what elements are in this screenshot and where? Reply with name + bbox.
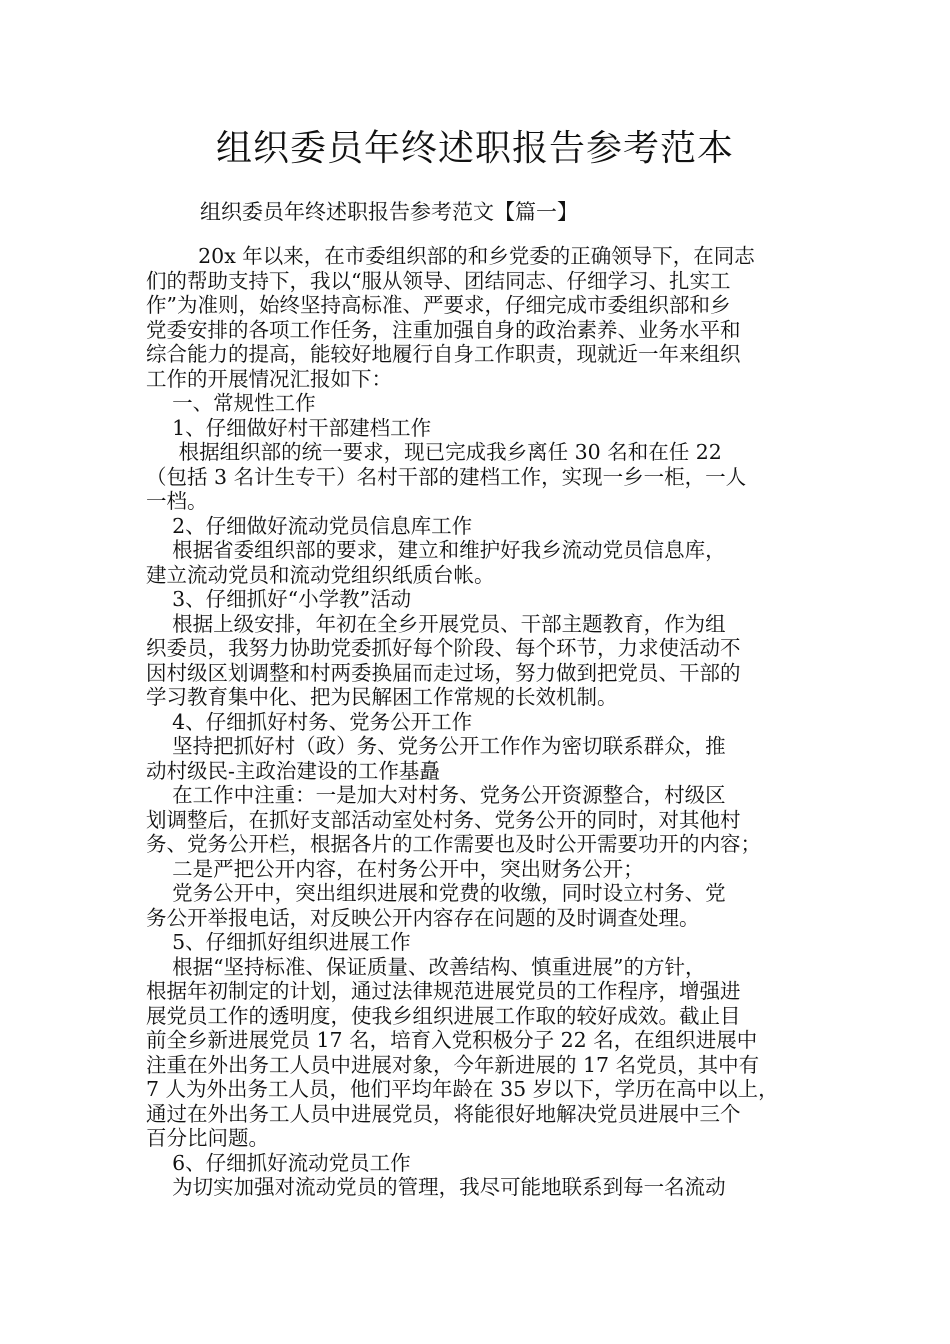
body-line: 通过在外出务工人员中进展党员，将能很好地解决党员进展中三个	[146, 1101, 741, 1126]
body-line: 根据年初制定的计划，通过法律规范进展党员的工作程序，增强进	[146, 979, 741, 1003]
body-line: 动村级民-主政治建设的工作基矗	[146, 758, 440, 783]
document-title: 组织委员年终述职报告参考范本	[215, 128, 734, 169]
body-line: 们的帮助支持下，我以“服从领导、团结同志、仔细学习、扎实工	[146, 268, 731, 293]
body-line: （包括 3 名计生专干）名村干部的建档工作，实现一乡一柜，一人	[146, 464, 747, 489]
body-line: 7 人为外出务工人员，他们平均年龄在 35 岁以下，学历在高中以上，	[146, 1077, 779, 1101]
body-line: 一档。	[146, 489, 208, 513]
body-line: 综合能力的提高，能较好地履行自身工作职责，现就近一年来组织	[146, 342, 741, 366]
body-line: 1、仔细做好村干部建档工作	[146, 415, 432, 440]
body-line: 注重在外出务工人员中进展对象，今年新进展的 17 名党员，其中有	[146, 1052, 760, 1077]
body-line: 党务公开中，突出组织进展和党费的收缴，同时设立村务、党	[146, 881, 726, 905]
body-line: 3、仔细抓好“小学教”活动	[146, 587, 412, 611]
body-line: 根据“坚持标准、保证质量、改善结构、慎重进展”的方针，	[146, 954, 706, 979]
body-line: 因村级区划调整和村两委换届而走过场，努力做到把党员、干部的	[146, 660, 741, 685]
body-line: 划调整后，在抓好支部活动室处村务、党务公开的同时，对其他村	[146, 807, 741, 832]
body-line: 务公开举报电话，对反映公开内容存在问题的及时调查处理。	[146, 905, 700, 930]
body-line: 作”为准则，始终坚持高标准、严要求，仔细完成市委组织部和乡	[146, 293, 731, 317]
body-line: 工作的开展情况汇报如下：	[146, 366, 392, 391]
body-line: 党委安排的各项工作任务，注重加强自身的政治素养、业务水平和	[146, 317, 741, 342]
body-line: 百分比问题。	[146, 1126, 269, 1150]
body-line: 根据组织部的统一要求，现已完成我乡离任 30 名和在任 22	[146, 440, 722, 464]
body-line: 一、常规性工作	[146, 391, 316, 415]
body-line: 务、党务公开栏，根据各片的工作需要也及时公开需要功开的内容；	[146, 832, 761, 856]
body-line: 前全乡新进展党员 17 名，培育入党积极分子 22 名，在组织进展中	[146, 1028, 758, 1052]
document-subtitle: 组织委员年终述职报告参考范文【篇一】	[200, 200, 578, 224]
body-line: 2、仔细做好流动党员信息库工作	[146, 513, 473, 538]
body-line: 坚持把抓好村（政）务、党务公开工作作为密切联系群众，推	[146, 734, 726, 758]
body-line: 4、仔细抓好村务、党务公开工作	[146, 709, 473, 734]
body-line: 6、仔细抓好流动党员工作	[146, 1150, 411, 1175]
body-line: 展党员工作的透明度，使我乡组织进展工作取的较好成效。截止目	[146, 1003, 741, 1028]
body-line: 二是严把公开内容，在村务公开中，突出财务公开；	[146, 856, 644, 881]
body-line: 根据省委组织部的要求，建立和维护好我乡流动党员信息库，	[146, 538, 726, 562]
body-line: 根据上级安排，年初在全乡开展党员、干部主题教育，作为组	[146, 611, 726, 636]
document-body	[146, 244, 826, 1200]
body-line: 织委员，我努力协助党委抓好每个阶段、每个环节，力求使活动不	[146, 636, 741, 660]
body-line: 建立流动党员和流动党组织纸质台帐。	[146, 562, 495, 587]
body-line: 在工作中注重：一是加大对村务、党务公开资源整合，村级区	[146, 783, 726, 807]
body-line: 学习教育集中化、把为民解困工作常规的长效机制。	[146, 685, 618, 709]
body-line: 20x 年以来，在市委组织部的和乡党委的正确领导下，在同志	[146, 244, 755, 268]
body-line: 为切实加强对流动党员的管理，我尽可能地联系到每一名流动	[146, 1175, 726, 1199]
body-line: 5、仔细抓好组织进展工作	[146, 930, 411, 954]
